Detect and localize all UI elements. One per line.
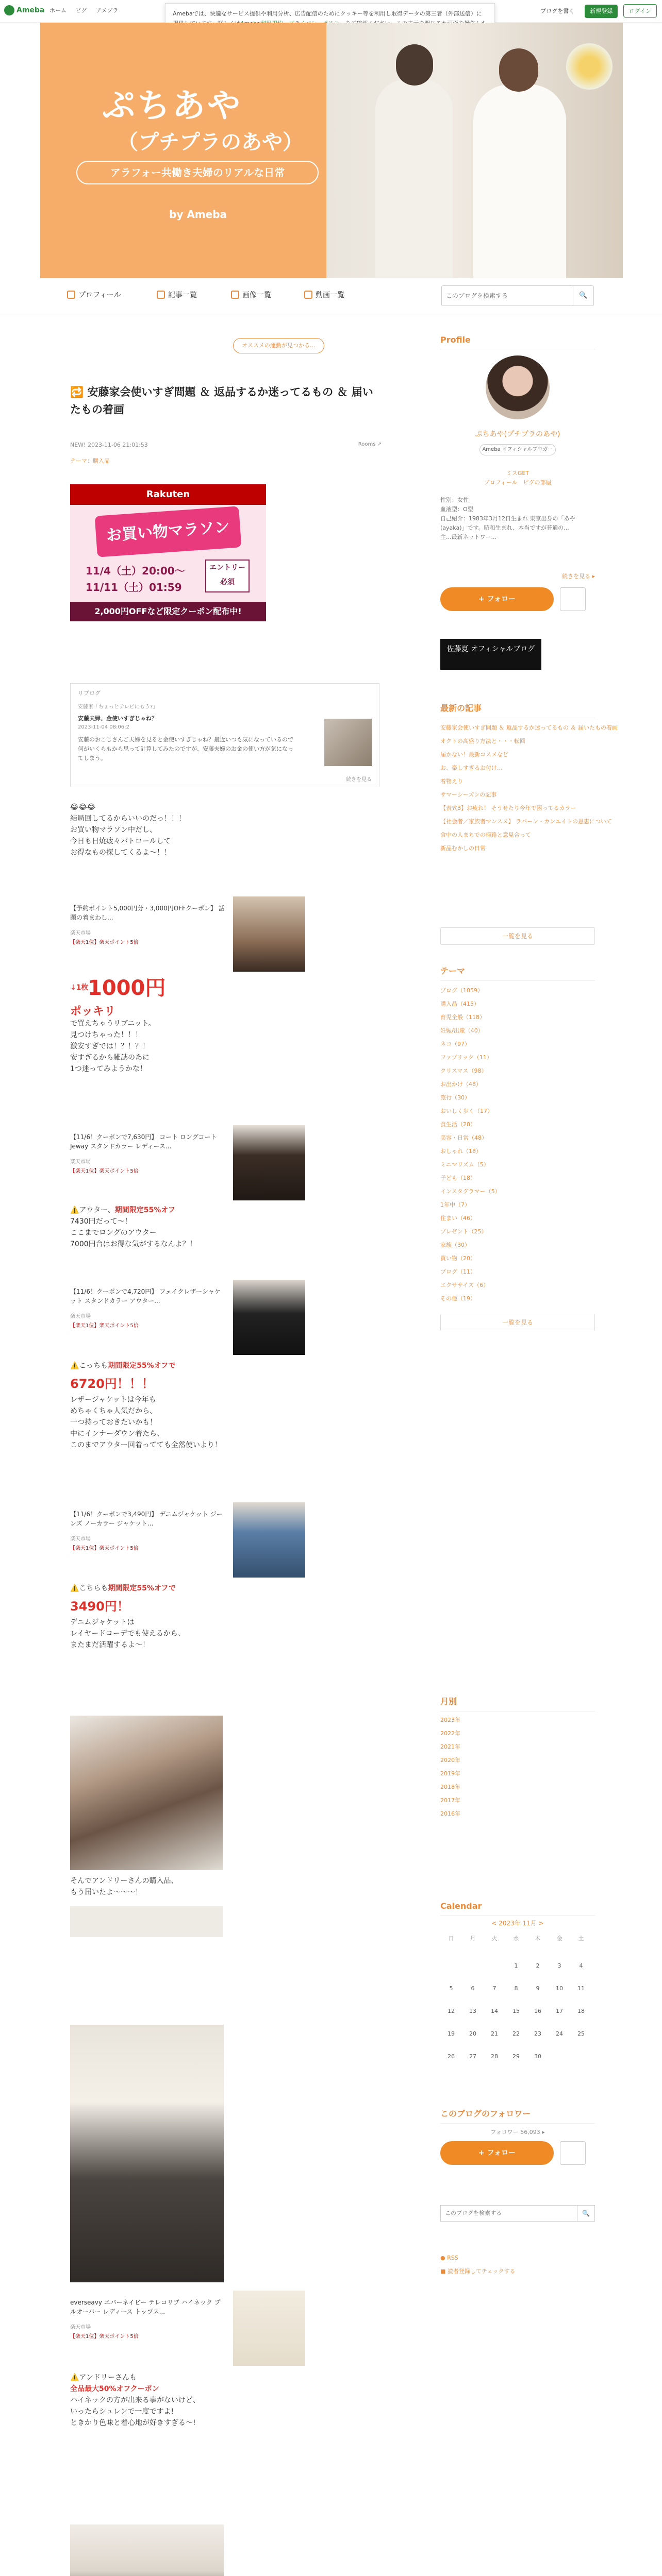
calendar-day[interactable]: 20: [469, 2030, 476, 2037]
product-point: 【楽天1位】楽天ポイント5倍: [70, 1546, 139, 1551]
theme-item[interactable]: 美容・日常（48）: [440, 1134, 487, 1141]
calendar-day[interactable]: 17: [556, 2008, 563, 2014]
rakuten-entry-badge: エントリー必須: [205, 560, 250, 592]
entry-title-text: 安藤家会使いすぎ問題 ＆ 返品するか迷ってるもの ＆ 届いたもの着画: [70, 386, 373, 416]
calendar-day[interactable]: [484, 1955, 505, 1977]
month-item[interactable]: 2020年: [440, 1757, 460, 1764]
product-point: 【楽天1位】楽天ポイント5倍: [70, 940, 139, 945]
ameba-logo-icon: [4, 5, 14, 15]
theme-item[interactable]: おしゃれ（18）: [440, 1148, 482, 1155]
blogger-name[interactable]: ぷちあや(プチプラのあや): [475, 430, 560, 438]
text-line: 激安すぎでは！？！？！: [70, 1042, 150, 1050]
month-item[interactable]: 2018年: [440, 1784, 460, 1790]
theme-more-button[interactable]: 一覧を見る: [440, 1314, 595, 1331]
reblog-title: 安藤夫婦、金使いすぎじゃね？: [78, 715, 157, 722]
calendar-day[interactable]: 22: [512, 2030, 520, 2037]
text-line: お買い物マラソン中だし、: [70, 826, 157, 834]
text-line: そんでアンドリーさんの購入品、: [70, 1877, 178, 1885]
photo-fragment: [70, 1906, 223, 1937]
calendar-day[interactable]: 30: [534, 2053, 541, 2060]
text-line: アンドリーさんも: [79, 2374, 137, 2382]
official-blog-ad[interactable]: 佐藤夏 オフィシャルブログ: [440, 639, 541, 670]
text-line: お得なもの探してくるよ～！！: [70, 849, 171, 857]
follow-menu-button-2[interactable]: [560, 2141, 586, 2165]
avatar[interactable]: [486, 355, 550, 419]
theme-item[interactable]: 1年中（7）: [440, 1201, 470, 1208]
calendar-day[interactable]: 6: [471, 1985, 475, 1992]
month-item[interactable]: 2017年: [440, 1797, 460, 1804]
nav-entries[interactable]: [157, 290, 197, 300]
calendar-day[interactable]: 9: [536, 1985, 540, 1992]
calendar-day[interactable]: 3: [557, 1962, 561, 1969]
outfit-photo-2[interactable]: [70, 2524, 224, 2576]
package-photo[interactable]: [70, 1716, 223, 1870]
theme-item[interactable]: ファブリック（11）: [440, 1054, 492, 1061]
rakuten-headline: お買い物マラソン: [95, 506, 242, 557]
nav-videos-label: 動画一覧: [316, 291, 344, 299]
banner-tagline: アラフォー共働き夫婦のリアルな日常: [76, 161, 319, 184]
detail-line: 自己紹介：1983年3月12日生まれ 東京出身の「あや(ayaka)」です。昭和生まれ、本当ですが普通の...: [440, 515, 575, 531]
text-line: 中にインナーダウン着たら、: [70, 1430, 164, 1438]
paragraph-3: [70, 1205, 379, 1250]
product-point: 【楽天1位】楽天ポイント5倍: [70, 2334, 139, 2340]
product-name: 【予約ポイント5,000円分・3,000円OFFクーポン】 話題の着まわし...: [70, 905, 225, 921]
month-item[interactable]: 2023年: [440, 1717, 460, 1723]
groom-figure: [375, 79, 453, 278]
outfit-photo-1[interactable]: [70, 2025, 224, 2282]
latest-list: [440, 721, 618, 855]
bookmark-icon: ■: [440, 2268, 448, 2275]
reblog-label: リブログ: [78, 690, 101, 697]
theme-item[interactable]: クリスマス（98）: [440, 1067, 487, 1074]
text-line: ときかり色味と着心地が好きすぎる〜!: [70, 2419, 196, 2427]
sale-text: 期間限定55%オフで: [108, 1584, 176, 1592]
calendar-day[interactable]: 16: [534, 2008, 541, 2014]
calendar-heading: Calendar: [440, 1901, 595, 1916]
detail-line: 主...最新ネットワー...: [440, 534, 496, 540]
calendar-day[interactable]: 28: [491, 2053, 498, 2060]
group-link[interactable]: ミスGET: [506, 470, 529, 477]
calendar-week: [440, 1977, 595, 2000]
paragraph-4b: [70, 1394, 379, 1451]
pokkiri-text: ポッキリ: [70, 1005, 116, 1018]
calendar-day[interactable]: 26: [448, 2053, 455, 2060]
follow-button-2[interactable]: + フォロー: [440, 2141, 554, 2165]
banner-subtitle: （プチプラのあや）: [118, 130, 303, 154]
calendar-day[interactable]: 23: [534, 2030, 541, 2037]
product-point: 【楽天1位】楽天ポイント5倍: [70, 1323, 139, 1329]
sidebar-search-input[interactable]: [441, 2206, 575, 2221]
product-shop: 楽天市場: [70, 1159, 91, 1165]
latest-heading: 最新の記事: [440, 702, 595, 718]
text-line: もう届いたよ〜〜〜！: [70, 1888, 142, 1896]
reblog-date: 2023-11-04 08:06:2: [78, 724, 129, 730]
video-icon: [304, 291, 312, 299]
latest-item[interactable]: 【表式3】お疲れ！ そうせたり今年で困ってるカラー: [440, 805, 576, 811]
paragraph-6: [70, 1875, 379, 1898]
text-line: デニムジャケットは: [70, 1618, 135, 1626]
nav-profile-label: プロフィール: [78, 291, 121, 299]
calendar-day[interactable]: 2: [536, 1962, 540, 1969]
calendar-week: [440, 1955, 595, 1977]
reblog-source: 安藤家「ちょっとテレビにもう?」: [78, 704, 158, 710]
text-line: ここまでロングのアウター: [70, 1229, 157, 1237]
banner-by: by Ameba: [169, 208, 227, 221]
product-name: everseavy エバーネイビー テレコリブ ハイネック プルオーバー レディース トップス...: [70, 2299, 221, 2315]
bouquet: [566, 43, 613, 90]
nav-entries-label: 記事一覧: [168, 291, 197, 299]
profile-heading: Profile: [440, 335, 595, 349]
product-image: [233, 2291, 305, 2366]
text-line: またまだ活躍するよ〜！: [70, 1641, 150, 1649]
month-heading: 月別: [440, 1695, 595, 1711]
paragraph-4a: [70, 1360, 379, 1371]
theme-item[interactable]: エクササイズ（6）: [440, 1282, 489, 1289]
theme-item[interactable]: 家族（30）: [440, 1242, 470, 1248]
calendar-week: [440, 2000, 595, 2023]
product-shop: 楽天市場: [70, 1314, 91, 1319]
theme-item[interactable]: ミニマリズム（5）: [440, 1161, 489, 1168]
search-icon[interactable]: 🔍: [573, 286, 593, 306]
text-line: めちゃくちゃ人気だから、: [70, 1407, 157, 1415]
latest-item[interactable]: 【社会者／家族者マンスス】 ラバーン・カンエイトの恩恵について: [440, 818, 612, 825]
weekday: 火: [491, 1935, 498, 1942]
theme-item[interactable]: プレゼント（25）: [440, 1228, 487, 1235]
theme-item[interactable]: 子ども（18）: [440, 1175, 476, 1181]
weekday: 木: [535, 1935, 541, 1942]
global-nav: [49, 6, 125, 14]
calendar-day[interactable]: 1: [514, 1962, 518, 1969]
text-line: こちらも: [79, 1584, 108, 1592]
register-button[interactable]: 新規登録: [585, 5, 618, 18]
price-3490: 3490円！: [70, 1599, 129, 1614]
theme-item[interactable]: 食生活（28）: [440, 1121, 476, 1128]
product-image: [233, 1125, 305, 1200]
cookie-text: Amebaでは、快適なサービス提供や利用分析、広告配信のためにクッキー等を利用し取得データの第三者（外部送信）に: [173, 10, 482, 17]
product-image: [233, 1280, 305, 1355]
calendar-day[interactable]: 14: [491, 2008, 498, 2014]
text-line: このまでアウター回着ってても全然使いより！: [70, 1441, 222, 1449]
sparkle-icon: ⚠️: [70, 1362, 79, 1370]
theme-item[interactable]: 育児全般（118）: [440, 1014, 485, 1021]
calendar-day[interactable]: 11: [577, 1985, 585, 1992]
weekday: 水: [513, 1935, 519, 1942]
text-line: こっちも: [79, 1362, 108, 1370]
profile-detail: [440, 496, 595, 542]
weekday: 金: [556, 1935, 562, 1942]
nav-images-label: 画像一覧: [242, 291, 271, 299]
groom-head: [396, 44, 433, 86]
product-card-4[interactable]: [70, 1502, 307, 1580]
theme-item[interactable]: 住まい（46）: [440, 1215, 476, 1222]
calendar-day[interactable]: 13: [469, 2008, 476, 2014]
calendar-day[interactable]: [570, 2045, 592, 2068]
paragraph-7: [70, 2372, 379, 2429]
calendar-day[interactable]: [462, 1955, 484, 1977]
sale-text: 期間限定55%オフ: [114, 1206, 175, 1214]
reblog-thumbnail: [324, 719, 372, 766]
rss-icon: ●: [440, 2255, 448, 2261]
theme-item[interactable]: 買い物（20）: [440, 1255, 476, 1262]
write-blog-button[interactable]: ブログを書く: [540, 8, 575, 14]
theme-item[interactable]: 旅行（30）: [440, 1094, 470, 1101]
text-line: アウター、: [79, 1206, 115, 1214]
blog-search: [441, 285, 594, 306]
text-line: で買えちゃうリブニット。: [70, 1020, 156, 1028]
calendar-day[interactable]: 21: [491, 2030, 498, 2037]
rss-label: RSS: [447, 2255, 458, 2261]
weekday: 月: [470, 1935, 476, 1942]
calendar-day[interactable]: 15: [512, 2008, 520, 2014]
calendar-day[interactable]: 19: [448, 2030, 455, 2037]
calendar-day[interactable]: 10: [556, 1985, 563, 1992]
price-6720: 6720円！！！: [70, 1377, 154, 1391]
latest-item[interactable]: 届かない！最新コスメなど: [440, 751, 508, 758]
price-1000: 1000円: [88, 976, 166, 1000]
detail-line: 性別：女性: [440, 497, 469, 503]
latest-item[interactable]: サマーシーズンの記事: [440, 791, 497, 798]
rakuten-date-end: 11/11（土）01:59: [86, 581, 182, 594]
calendar-day[interactable]: 7: [492, 1985, 496, 1992]
blog-search-input[interactable]: [442, 286, 570, 306]
follower-count[interactable]: フォロワー 56,093 ▸: [490, 2129, 545, 2136]
theme-item[interactable]: その他（19）: [440, 1295, 476, 1302]
login-button[interactable]: ログイン: [623, 4, 657, 18]
month-item[interactable]: 2022年: [440, 1730, 460, 1737]
paragraph-5b: [70, 1617, 379, 1651]
sparkle-icon: ⚠️: [70, 1206, 79, 1214]
calendar-day[interactable]: 12: [448, 2008, 455, 2014]
product-shop: 楽天市場: [70, 930, 91, 936]
text-line: 安すぎるから雑誌のあに: [70, 1054, 150, 1062]
nav-videos[interactable]: [304, 290, 344, 300]
calendar-weekdays: [440, 1932, 595, 1955]
rakuten-logo: Rakuten: [70, 484, 266, 505]
profile-links[interactable]: プロフィール ピグの部屋: [484, 479, 552, 486]
calendar-day[interactable]: 18: [577, 2008, 585, 2014]
calendar-day[interactable]: 8: [514, 1985, 518, 1992]
price-prefix: ↓1枚: [70, 984, 89, 992]
theme-item[interactable]: ブログ（11）: [440, 1268, 476, 1275]
calendar-month-nav[interactable]: < 2023年 11月 >: [491, 1920, 544, 1927]
blog-header-banner[interactable]: [40, 23, 623, 278]
follower-heading: このブログのフォロワー: [440, 2107, 595, 2124]
calendar-week: [440, 2023, 595, 2045]
text-line: 結局回してるからいいのだっ！！！: [70, 815, 186, 823]
product-image: [233, 1502, 305, 1578]
sidebar-search: [440, 2205, 595, 2222]
blog-nav: [0, 278, 662, 314]
product-shop: 楽天市場: [70, 1536, 91, 1542]
weekday: 日: [448, 1935, 454, 1942]
text-line: レザージャケットは今年も: [70, 1396, 156, 1404]
paragraph-2: [70, 1018, 379, 1075]
text-line: 見つけちゃった！！！: [70, 1031, 142, 1039]
reblog-icon: 🔁: [70, 386, 88, 398]
text-line: 7430円だって〜！: [70, 1217, 132, 1226]
reader-register-label: 読者登録してチェックする: [447, 2268, 516, 2275]
reblog-more-link[interactable]: 続きを見る: [346, 777, 372, 783]
product-name: 【11/6！クーポンで3,490円】 デニムジャケット ジーンズ ノーカラー ジャケット...: [70, 1511, 223, 1527]
latest-item[interactable]: お、楽しすぎるお付け...: [440, 765, 503, 771]
latest-item[interactable]: 新品むかしの日常: [440, 845, 486, 852]
reblog-card[interactable]: [70, 683, 379, 787]
rss-link[interactable]: [440, 2251, 595, 2265]
product-point: 【楽天1位】楽天ポイント5倍: [70, 1168, 139, 1174]
text-line: いったらシュレンで一度ですよ!: [70, 2408, 174, 2416]
text-line: 一つ持っておきたいかも！: [70, 1418, 157, 1427]
bride-figure: [473, 84, 566, 278]
product-shop: 楽天市場: [70, 2325, 91, 2330]
calendar-day[interactable]: 24: [556, 2030, 563, 2037]
theme-item[interactable]: 購入品（415）: [440, 1001, 479, 1007]
sale-text: 期間限定55%オフで: [108, 1362, 176, 1370]
theme-item[interactable]: ネコ（97）: [440, 1041, 470, 1047]
follow-menu-button[interactable]: [560, 587, 586, 611]
month-item[interactable]: 2016年: [440, 1810, 460, 1817]
paragraph-1: [70, 802, 379, 858]
sparkle-icon: ⚠️: [70, 1584, 79, 1592]
theme-item[interactable]: 妊娠/出産（40）: [440, 1027, 484, 1034]
theme-item[interactable]: インスタグラマー（5）: [440, 1188, 501, 1195]
calendar-day[interactable]: 27: [469, 2053, 476, 2060]
account-area: [532, 4, 657, 18]
nav-pigg[interactable]: ピグ: [75, 7, 87, 14]
product-name: 【11/6！クーポンで7,630円】 コート ロングコート Jeway スタンドカラー レディース...: [70, 1133, 217, 1150]
share-button[interactable]: Rooms ↗: [358, 442, 382, 447]
banner-title: ぷちあや: [102, 87, 242, 125]
nav-home[interactable]: ホーム: [49, 7, 67, 14]
latest-item[interactable]: オクトの高盛り方法と・・・転回: [440, 738, 525, 744]
latest-item[interactable]: 着物えり: [440, 778, 463, 785]
product-image: [233, 896, 305, 972]
official-badge: Ameba オフィシャルブロガー: [479, 444, 556, 455]
entry-theme[interactable]: テーマ：購入品: [70, 457, 110, 464]
latest-item[interactable]: 食中の人まちでの帰路と意見合って: [440, 832, 531, 838]
month-item[interactable]: 2019年: [440, 1770, 460, 1777]
calendar-day[interactable]: [549, 2045, 570, 2068]
ameba-logo[interactable]: [4, 4, 45, 18]
latest-item[interactable]: 安藤家会使いすぎ問題 ＆ 返品するか迷ってるもの ＆ 届いたもの着画: [440, 724, 618, 731]
sale-text: 全品最大50%オフクーポン: [70, 2385, 159, 2393]
nav-profile[interactable]: [67, 290, 121, 300]
search-icon[interactable]: 🔍: [577, 2206, 594, 2221]
theme-heading: テーマ: [440, 964, 595, 981]
rakuten-banner[interactable]: [70, 484, 266, 621]
detail-line: 血液型：O型: [440, 506, 473, 513]
entry-date: NEW! 2023-11-06 21:01:53: [70, 442, 148, 448]
calendar: [440, 1919, 595, 2068]
reader-register-link[interactable]: [440, 2265, 595, 2278]
product-card-3[interactable]: [70, 1280, 307, 1357]
calendar-day[interactable]: 25: [577, 2030, 585, 2037]
profile-more-link[interactable]: 続きを見る ▸: [561, 573, 595, 580]
rss-links: [440, 2251, 595, 2278]
month-list: [440, 1714, 595, 1821]
product-card-5[interactable]: [70, 2291, 307, 2368]
calendar-week: [440, 2045, 595, 2068]
calendar-day[interactable]: 29: [512, 2053, 520, 2060]
sparkle-icon: ⚠️: [70, 2374, 79, 2382]
text-line: 7000円台はお得な気がするなんよ？！: [70, 1240, 197, 1248]
product-card-1[interactable]: [70, 896, 307, 974]
bride-head: [499, 48, 538, 92]
image-icon: [231, 291, 239, 299]
nav-amepla[interactable]: アメプラ: [96, 7, 119, 14]
list-icon: [157, 291, 165, 299]
nav-images[interactable]: [231, 290, 271, 300]
weekday: 土: [578, 1935, 584, 1942]
theme-item[interactable]: お出かけ（48）: [440, 1081, 482, 1088]
calendar-day[interactable]: 4: [579, 1962, 583, 1969]
text-line: 今日も日焼疲々パトロールして: [70, 837, 171, 845]
text-line: ハイネックの方が出来る事がないけど、: [70, 2396, 200, 2404]
theme-list: [440, 984, 595, 1306]
calendar-day[interactable]: [440, 1955, 462, 1977]
follow-button[interactable]: + フォロー: [440, 587, 554, 611]
month-item[interactable]: 2021年: [440, 1743, 460, 1750]
rakuten-coupon-strip: 2,000円OFFなど限定クーポン配布中!: [70, 602, 266, 621]
reblog-excerpt: 安藤のおこじさんご夫婦を見ると金使いすぎじゃね？最近いつも気になっているので何がいくらもから思って計算してみたのですが、安藤夫婦のお金の使い方が気になってしまう。: [78, 736, 293, 761]
profile-icon: [67, 291, 75, 299]
theme-item[interactable]: おいしく歩く（17）: [440, 1108, 493, 1114]
logo-text: Ameba: [16, 6, 45, 14]
emoji-line: 😂😂😂: [70, 803, 96, 811]
product-card-2[interactable]: [70, 1125, 307, 1202]
paragraph-5a: [70, 1583, 379, 1594]
rakuten-date-start: 11/4（土）20:00〜: [86, 565, 185, 577]
entry-title[interactable]: [70, 383, 379, 418]
text-line: レイヤードコーデでも使えるから、: [70, 1630, 185, 1638]
text-line: 1つ迷ってみようかな！: [70, 1065, 147, 1073]
product-name: 【11/6！クーポンで4,720円】 フェイクレザーシャケット スタンドカラー アウター...: [70, 1288, 221, 1304]
latest-more-button[interactable]: 一覧を見る: [440, 927, 595, 945]
theme-item[interactable]: ブログ（1059）: [440, 987, 483, 994]
recommend-pill[interactable]: オススメの運動が見つかる…: [233, 338, 324, 353]
calendar-day[interactable]: 5: [449, 1985, 453, 1992]
